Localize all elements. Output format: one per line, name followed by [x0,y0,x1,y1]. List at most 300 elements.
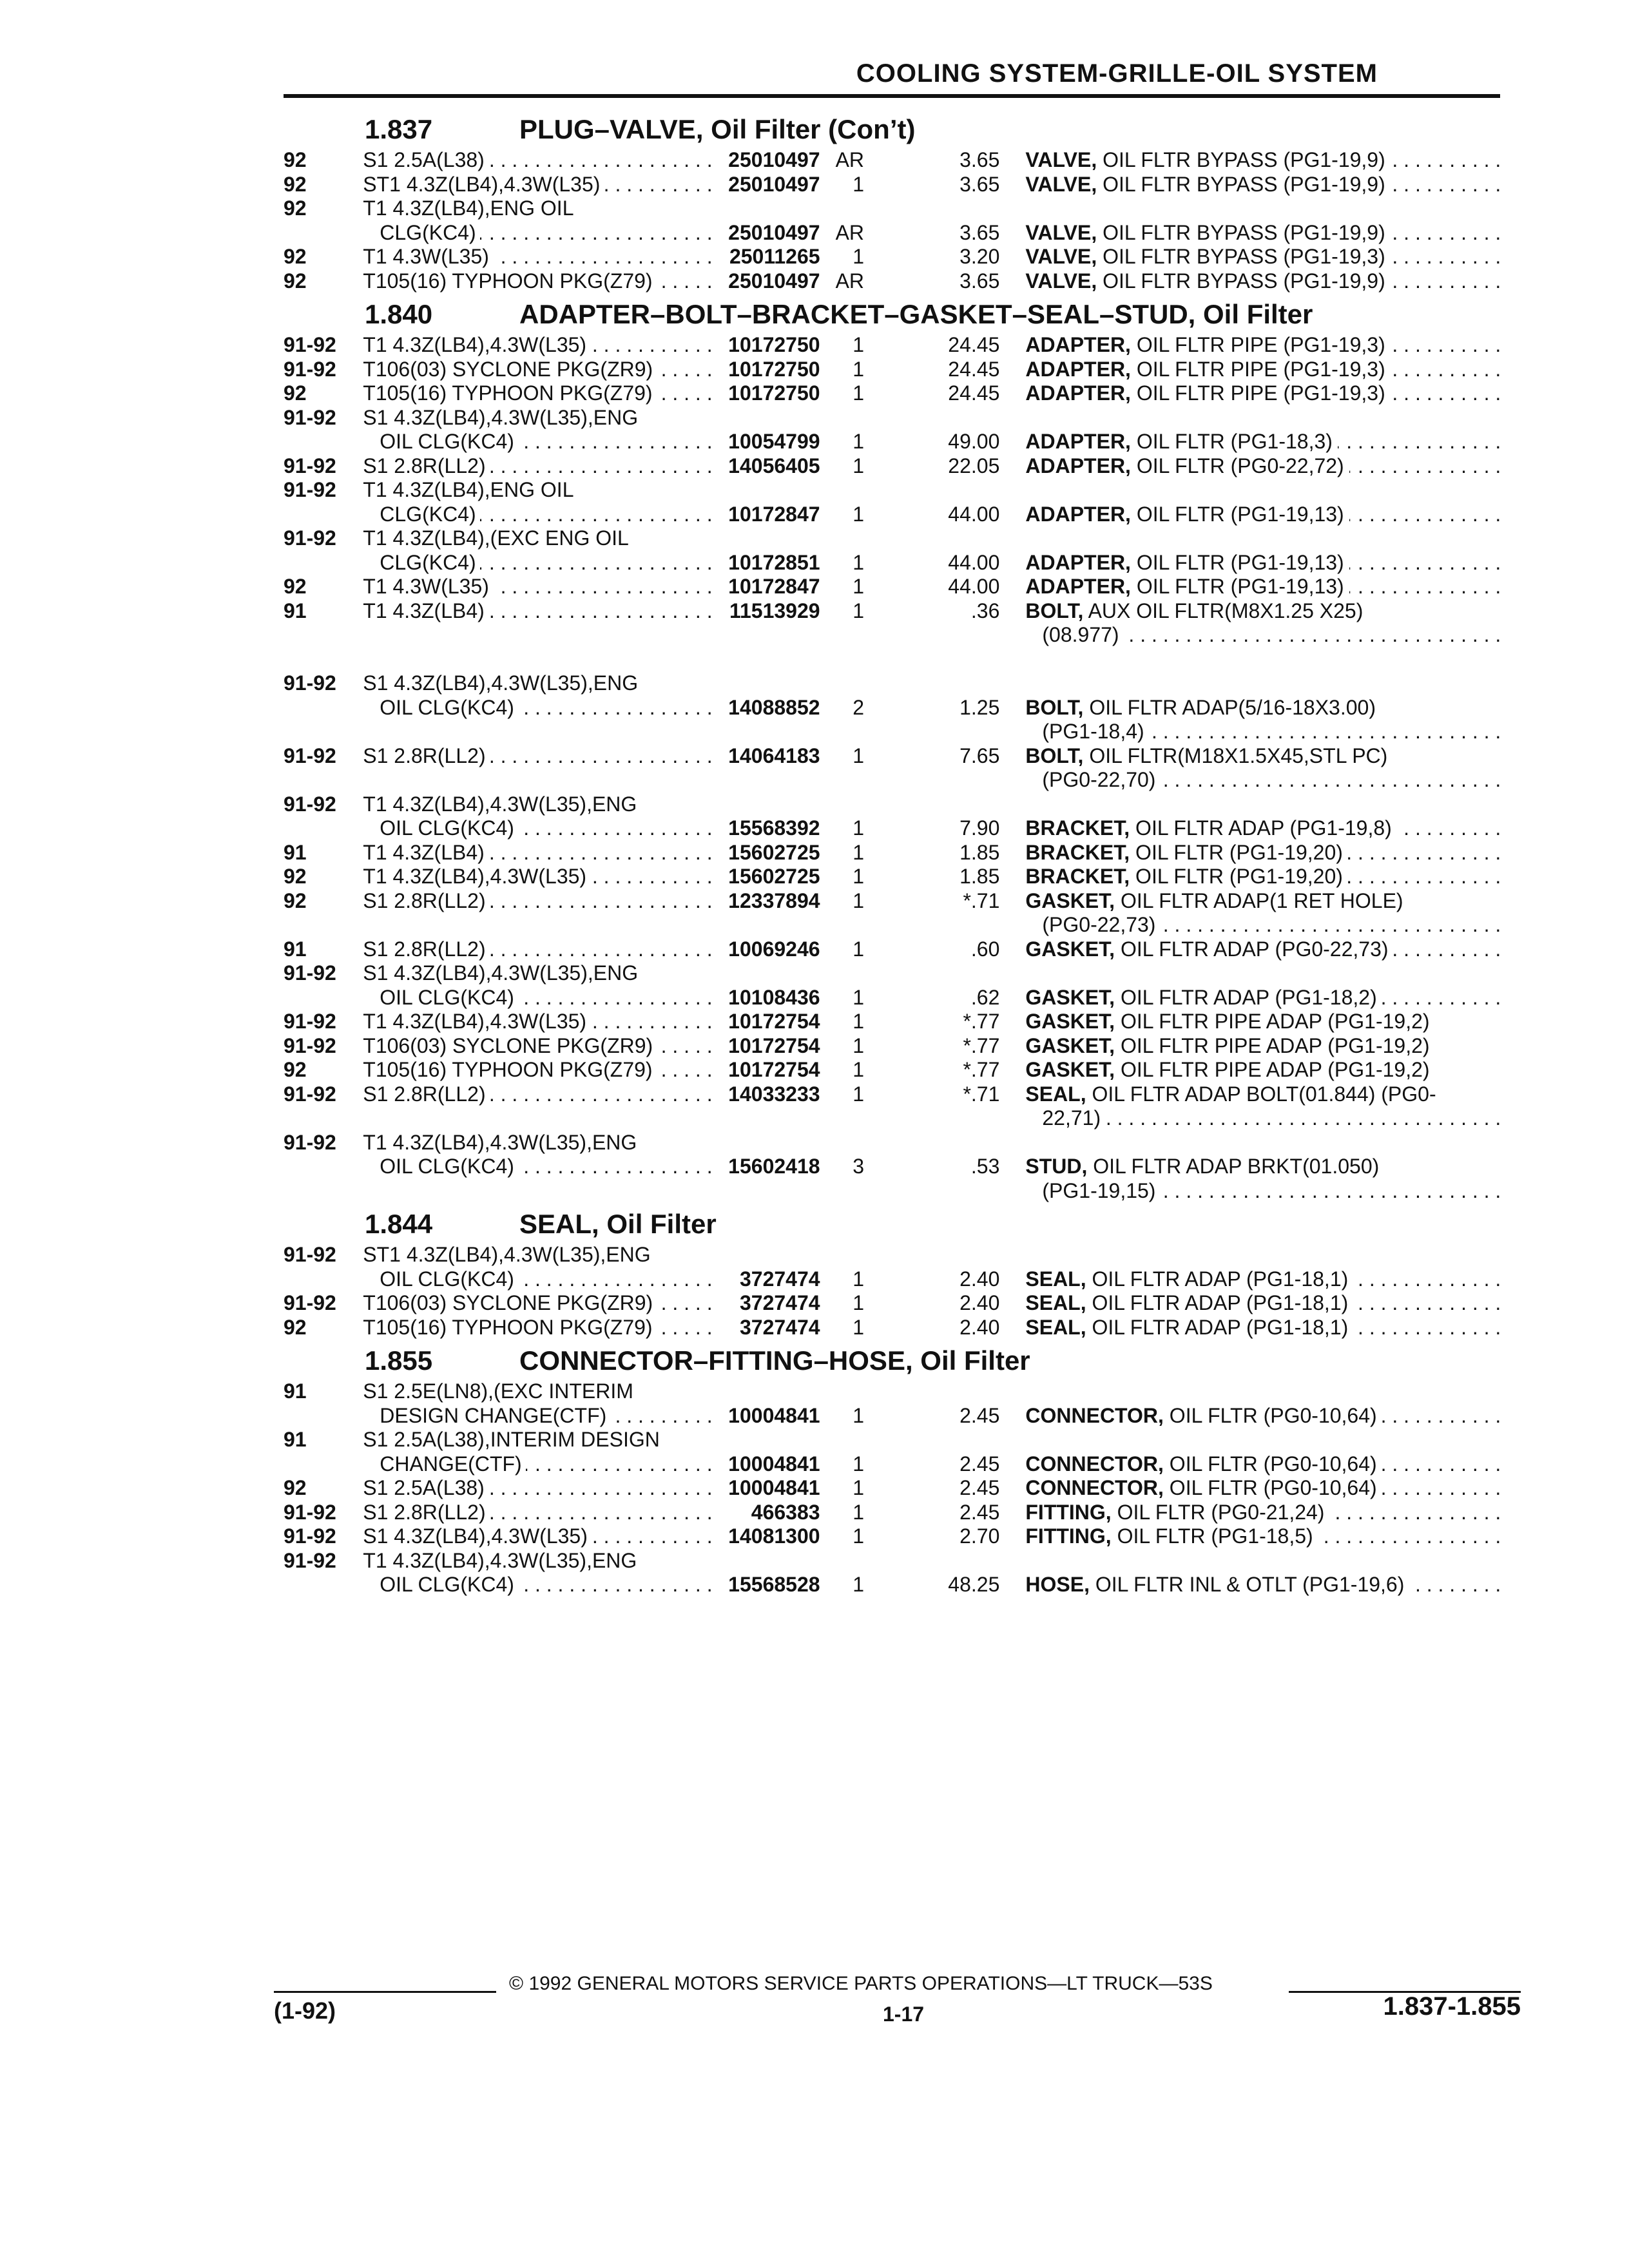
application-text: S1 2.8R(LL2) [363,454,489,477]
description-detail: OIL FLTR (PG0-22,72) [1136,454,1344,477]
catalog-row [284,889,1501,914]
catalog-row [284,551,1501,575]
price: .36 [970,599,1000,622]
model-year: 92 [284,172,307,196]
empty-cell [820,1106,864,1131]
description-detail: OIL FLTR BYPASS (PG1-19,9) [1103,148,1385,171]
empty-cell [716,1179,820,1204]
section-title: PLUG–VALVE, Oil Filter (Con’t) [519,114,916,144]
description-keyword: ADAPTER, [1025,454,1131,477]
application [363,221,716,245]
description [1025,358,1501,382]
description-keyword: CONNECTOR, [1025,1476,1164,1499]
description [1025,1452,1501,1477]
catalog-row [284,358,1501,382]
part-number: 10004841 [728,1476,820,1499]
section-number: 1.837 [365,114,433,144]
quantity [820,793,864,817]
application [363,406,716,430]
model-year: 91 [284,937,307,961]
description [1025,1010,1501,1034]
application-text: OIL CLG(KC4) [363,430,518,453]
price [864,1428,999,1452]
part-number: 3727474 [739,1291,820,1314]
description [1025,1243,1501,1267]
catalog-row [284,1058,1501,1082]
empty-cell [716,623,820,648]
description-detail: OIL FLTR BYPASS (PG1-19,9) [1103,220,1385,244]
description [1025,1058,1501,1082]
catalog-row [284,1524,1501,1549]
description-keyword: ADAPTER, [1025,430,1131,453]
description-text [1025,599,1368,622]
description [1025,478,1501,503]
model-year: 91-92 [284,671,336,695]
price [864,1379,999,1404]
description-detail: OIL FLTR ADAP (PG1-18,1) [1092,1267,1349,1291]
price: 1.85 [959,840,1000,864]
price [864,1131,999,1155]
price: 24.45 [948,381,1000,405]
page-header-title: COOLING SYSTEM-GRILLE-OIL SYSTEM [856,59,1378,88]
price [864,526,999,551]
description-text [1025,1573,1409,1596]
description [1025,1428,1501,1452]
quantity: 1 [853,502,865,526]
description-text [1025,865,1348,888]
description-text [1025,454,1349,477]
description [1025,454,1501,479]
application-text: T1 4.3Z(LB4),4.3W(L35) [363,333,590,356]
application-text: ST1 4.3Z(LB4),4.3W(L35),ENG [363,1243,654,1266]
application [363,937,716,962]
part-number [716,478,820,503]
catalog-row [284,1267,1501,1292]
catalog-row [284,937,1501,962]
description-detail: OIL FLTR ADAP(1 RET HOLE) [1120,889,1403,912]
application [363,1524,716,1549]
catalog-row [284,526,1501,551]
part-number: 10004841 [728,1403,820,1427]
description-keyword: CONNECTOR, [1025,1452,1164,1475]
part-number [716,526,820,551]
quantity: 1 [853,245,865,268]
catalog-row [284,1452,1501,1477]
description-text [1025,575,1349,598]
section-title: ADAPTER–BOLT–BRACKET–GASKET–SEAL–STUD, Oil Filter [519,299,1313,329]
model-year [284,430,363,454]
description [1025,1524,1501,1549]
description-text [1025,744,1393,767]
description-detail: OIL FLTR PIPE (PG1-19,3) [1136,357,1385,381]
description-keyword: GASKET, [1025,1033,1115,1057]
part-number: 3727474 [739,1267,820,1291]
part-number: 15568528 [728,1573,820,1596]
part-number: 10054799 [728,430,820,453]
description [1025,889,1501,914]
quantity [820,1549,864,1573]
part-number: 10069246 [728,937,820,961]
application [363,575,716,599]
application [363,1476,716,1501]
description-text: (08.977) [1025,623,1124,646]
model-year [284,1404,363,1428]
application [363,333,716,358]
application-text: T106(03) SYCLONE PKG(ZR9) [363,1291,657,1314]
catalog-row [284,913,1501,937]
price: 24.45 [948,333,1000,356]
application-text: S1 4.3Z(LB4),4.3W(L35),ENG [363,406,642,429]
description-text [1025,503,1349,526]
model-year: 91-92 [284,357,336,381]
price: 24.45 [948,357,1000,381]
model-year: 91-92 [284,961,336,985]
model-year [284,221,363,245]
description-keyword: GASKET, [1025,937,1115,961]
part-number: 25011265 [729,245,820,268]
description-detail: AUX OIL FLTR(M8X1.25 X25) [1088,599,1364,622]
application-text: T1 4.3Z(LB4),ENG OIL [363,478,577,501]
description [1025,1155,1501,1179]
description-detail: OIL FLTR (PG1-18,5) [1117,1524,1313,1548]
application-text: S1 2.8R(LL2) [363,937,489,961]
catalog-row [284,221,1501,245]
part-number: 25010497 [728,172,820,196]
price [864,1549,999,1573]
application-text: T1 4.3Z(LB4),4.3W(L35) [363,1010,590,1033]
price: 2.40 [959,1315,1000,1339]
application-text: CLG(KC4) [363,221,479,244]
empty-cell [820,623,864,648]
description-text [1025,816,1396,840]
part-number [716,671,820,696]
description-detail: OIL FLTR PIPE (PG1-19,3) [1136,333,1385,356]
description-keyword: GASKET, [1025,985,1115,1009]
price: 2.40 [959,1291,1000,1314]
application [363,478,716,503]
catalog-row [284,1501,1501,1525]
model-year: 91-92 [284,1130,336,1154]
description [1025,841,1501,865]
catalog-row [284,961,1501,986]
catalog-row [284,406,1501,430]
part-number: 10172851 [728,550,820,574]
model-year: 91-92 [284,454,336,477]
quantity: 1 [853,865,865,888]
model-year: 91 [284,599,307,622]
part-number: 10172847 [728,502,820,526]
description-detail: OIL FLTR ADAP(5/16-18X3.00) [1089,695,1376,719]
application [363,148,716,173]
catalog-row [284,430,1501,454]
application [363,358,716,382]
application [363,173,716,197]
quantity: 1 [853,1573,865,1596]
description-keyword: BOLT, [1025,744,1084,767]
empty-cell [716,913,820,937]
application [363,961,716,986]
application-text: T105(16) TYPHOON PKG(Z79) [363,269,656,293]
description-continuation [1025,913,1501,937]
description [1025,937,1501,962]
description-detail: OIL FLTR ADAP BRKT(01.050) [1093,1155,1380,1178]
quantity [820,197,864,221]
part-number: 25010497 [728,148,820,171]
part-number: 14088852 [728,695,820,719]
quantity [820,961,864,986]
description-detail: OIL FLTR BYPASS (PG1-19,9) [1103,269,1385,293]
application [363,430,716,454]
description-detail: OIL FLTR BYPASS (PG1-19,3) [1103,245,1385,268]
catalog-row [284,478,1501,503]
model-year: 91-92 [284,526,336,550]
quantity: 1 [853,1452,865,1475]
description-text [1025,1010,1434,1033]
part-number: 10172750 [728,333,820,356]
catalog-row [284,1034,1501,1059]
part-number: 15602418 [728,1155,820,1178]
quantity: 1 [853,1476,865,1499]
model-year: 91-92 [284,792,336,816]
application [363,793,716,817]
model-year: 92 [284,575,307,598]
footer-section-range: 1.837-1.855 [1383,1992,1521,2021]
description-detail: OIL FLTR PIPE ADAP (PG1-19,2) [1120,1033,1430,1057]
catalog-row [284,816,1501,841]
application-text: OIL CLG(KC4) [363,1573,518,1596]
empty-cell [864,768,999,793]
price [864,671,999,696]
footer-date: (1-92) [274,1997,336,2024]
description-text [1025,1404,1382,1427]
catalog-row [284,1155,1501,1179]
description-text [1025,1501,1329,1524]
description [1025,1573,1501,1597]
description [1025,1316,1501,1340]
application-text: S1 4.3Z(LB4),4.3W(L35),ENG [363,671,642,695]
application [363,1379,716,1404]
description-text [1025,937,1393,961]
application-text: S1 2.5A(L38) [363,148,488,171]
catalog-row [284,333,1501,358]
description-keyword: BOLT, [1025,599,1084,622]
price: 2.45 [959,1452,1000,1475]
description-text [1025,889,1408,912]
model-year: 91-92 [284,1500,336,1524]
application-text: CLG(KC4) [363,503,479,526]
application [363,865,716,889]
description [1025,1034,1501,1059]
description-text: (PG0-22,73) [1025,913,1161,936]
description-keyword: GASKET, [1025,889,1115,912]
description-text [1025,1082,1441,1106]
application-text: T1 4.3Z(LB4),(EXC ENG OIL [363,526,633,550]
catalog-row [284,793,1501,817]
price [864,1243,999,1267]
section-heading [284,1342,1501,1379]
part-number: 10004841 [728,1452,820,1475]
application [363,1082,716,1107]
application [363,816,716,841]
part-number: 15602725 [728,865,820,888]
description [1025,816,1501,841]
price: *.77 [963,1033,1000,1057]
description [1025,245,1501,269]
description-keyword: ADAPTER, [1025,357,1131,381]
model-year: 91-92 [284,1082,336,1106]
description-detail: OIL FLTR (PG0-10,64) [1169,1403,1377,1427]
part-number: 25010497 [728,269,820,293]
description-keyword: SEAL, [1025,1315,1086,1339]
part-number: 14033233 [728,1082,820,1106]
price: 1.25 [959,695,1000,719]
description [1025,696,1501,720]
model-year [284,1452,363,1477]
price: .62 [970,985,1000,1009]
quantity: 1 [853,599,865,622]
part-number: 15602725 [728,840,820,864]
description-text: (PG0-22,70) [1025,768,1161,791]
application-text: T1 4.3W(L35) [363,245,493,268]
catalog-row [284,1316,1501,1340]
application [363,599,716,624]
price: 44.00 [948,575,1000,598]
application-text: S1 2.8R(LL2) [363,1501,489,1524]
description [1025,599,1501,624]
description-text [1025,551,1349,574]
model-year: 91 [284,840,307,864]
empty-cell [820,720,864,744]
part-number: 10172754 [728,1010,820,1033]
price: *.77 [963,1058,1000,1081]
empty-cell [284,720,363,744]
description-keyword: SEAL, [1025,1267,1086,1291]
price [864,793,999,817]
section-title: SEAL, Oil Filter [519,1209,717,1239]
quantity: 1 [853,454,865,477]
application-text: S1 2.5E(LN8),(EXC INTERIM [363,1379,637,1403]
quantity [820,1243,864,1267]
empty-cell [363,720,716,744]
description-continuation [1025,768,1501,793]
catalog-row [284,173,1501,197]
description-detail: OIL FLTR (PG1-18,3) [1136,430,1333,453]
application [363,1316,716,1340]
application [363,696,716,720]
part-number: 25010497 [728,220,820,244]
application-text: T1 4.3Z(LB4),ENG OIL [363,197,577,220]
description-detail: OIL FLTR (PG1-19,13) [1136,575,1344,598]
model-year: 92 [284,865,307,888]
description [1025,744,1501,769]
price: .60 [970,937,1000,961]
quantity: 1 [853,985,865,1009]
description-continuation [1025,1106,1501,1131]
description [1025,526,1501,551]
price: 48.25 [948,1573,1000,1596]
application-text: S1 2.8R(LL2) [363,1082,489,1106]
description [1025,406,1501,430]
catalog-row [284,986,1501,1010]
description [1025,1501,1501,1525]
description-text: (PG1-19,15) [1025,1179,1161,1202]
quantity: AR [835,220,865,244]
catalog-row [284,269,1501,294]
application [363,1428,716,1452]
quantity [820,1379,864,1404]
price: 2.40 [959,1267,1000,1291]
application [363,1573,716,1597]
empty-cell [864,623,999,648]
application [363,1549,716,1573]
description-text [1025,269,1390,293]
empty-cell [864,913,999,937]
description-continuation [1025,720,1501,744]
application-text: DESIGN CHANGE(CTF) [363,1404,610,1427]
empty-cell [716,720,820,744]
description-text: 22,71) [1025,1106,1106,1129]
description-text [1025,696,1381,719]
description-keyword: SEAL, [1025,1082,1086,1106]
description-text [1025,1155,1384,1178]
model-year: 92 [284,889,307,912]
footer-page-number: 1-17 [883,2003,925,2026]
description-keyword: FITTING, [1025,1524,1112,1548]
quantity: 1 [853,1315,865,1339]
description-text [1025,1452,1382,1475]
quantity: 1 [853,1267,865,1291]
part-number: 14056405 [728,454,820,477]
model-year: 91-92 [284,1243,336,1266]
model-year: 91-92 [284,405,336,429]
model-year: 91-92 [284,478,336,501]
catalog-row [284,1243,1501,1267]
description-keyword: HOSE, [1025,1573,1090,1596]
application-text: T1 4.3Z(LB4),4.3W(L35),ENG [363,1549,641,1572]
model-year [284,551,363,575]
description-keyword: GASKET, [1025,1058,1115,1081]
description-keyword: ADAPTER, [1025,381,1131,405]
application-text: T105(16) TYPHOON PKG(Z79) [363,381,656,405]
model-year: 92 [284,197,307,220]
catalog-row [284,575,1501,599]
description-keyword: CONNECTOR, [1025,1403,1164,1427]
application-text: S1 4.3Z(LB4),4.3W(L35) [363,1524,592,1548]
model-year [284,503,363,527]
description-text [1025,245,1390,268]
application-text: T1 4.3Z(LB4) [363,599,488,622]
application [363,1131,716,1155]
description-text [1025,333,1390,356]
part-number: 11513929 [729,599,820,622]
application [363,526,716,551]
quantity: 1 [853,744,865,767]
part-number: 10172750 [728,357,820,381]
price: 7.65 [959,744,1000,767]
empty-cell [864,1179,999,1204]
application-text: OIL CLG(KC4) [363,986,518,1009]
application-text: S1 2.8R(LL2) [363,889,489,912]
description-text [1025,381,1390,405]
section-heading [284,111,1501,148]
description [1025,1379,1501,1404]
quantity: 1 [853,1010,865,1033]
description-detail: OIL FLTR (PG1-19,20) [1135,840,1343,864]
description-keyword: FITTING, [1025,1500,1112,1524]
description [1025,1404,1501,1428]
description-detail: OIL FLTR PIPE ADAP (PG1-19,2) [1120,1010,1430,1033]
part-number [716,961,820,986]
